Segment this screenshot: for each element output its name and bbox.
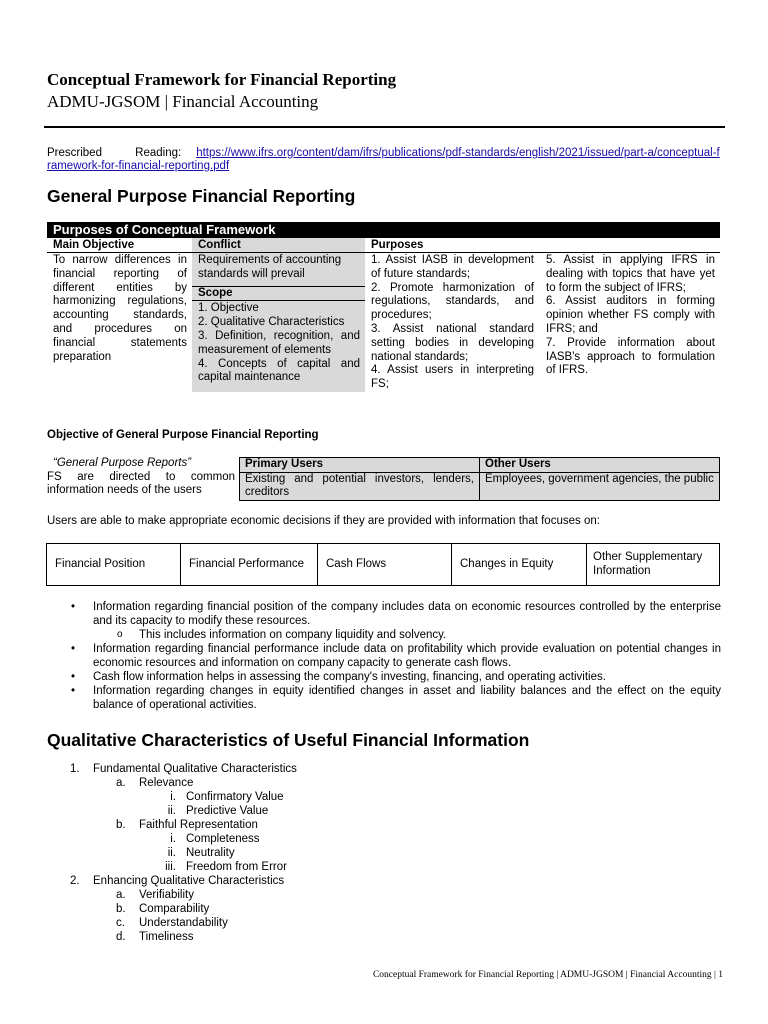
purposes-table [47, 222, 720, 392]
document-subtitle: ADMU-JGSOM | Financial Accounting [47, 92, 319, 111]
header-purposes: Purposes [371, 239, 424, 251]
purpose-item: 7. Provide information about IASB's approach to formulation of IFRS. [546, 336, 715, 377]
purposes-table-title: Purposes of Conceptual Framework [47, 222, 720, 238]
list-item-text: Predictive Value [186, 805, 269, 817]
purpose-item: 6. Assist auditors in forming opinion whether FS comply with IFRS; and [546, 295, 715, 335]
section-title-qualitative: Qualitative Characteristics of Useful Financial Information [47, 730, 530, 750]
bullet-item: • Information regarding financial performance include data on profitability which provide evaluation on potential changes in economic resources and information on company capacity to generate cash flows. [93, 642, 721, 670]
list-item: b. Comparability [116, 903, 210, 915]
focus-other-supplementary: Other Supplementary Information [593, 551, 703, 577]
primary-users-header: Primary Users [239, 457, 480, 473]
focus-cash-flows: Cash Flows [318, 544, 452, 585]
scope-header: Scope [192, 286, 365, 302]
users-description-text: FS are directed to common information needs of the users [47, 470, 235, 496]
header-purposes-cont [539, 238, 720, 252]
purposes-table-body [47, 253, 720, 392]
list-item-text: Verifiability [139, 889, 194, 901]
purpose-item: 2. Promote harmonization of regulations, standards, and procedures; [371, 281, 534, 322]
focus-changes-in-equity: Changes in Equity [452, 544, 587, 585]
list-item: ii. Predictive Value [167, 805, 269, 817]
primary-users-text: Existing and potential investors, lenders, creditors [239, 473, 480, 501]
header-main-objective: Main Objective [53, 239, 135, 251]
reading-label: Prescribed Reading: [47, 147, 182, 159]
list-item: ii. Neutrality [167, 847, 235, 859]
list-item: a. Verifiability [116, 889, 194, 901]
header-divider [44, 126, 725, 128]
list-item: iii. Freedom from Error [165, 861, 287, 873]
list-item-text: Comparability [139, 903, 210, 915]
list-item-text: Fundamental Qualitative Characteristics [93, 763, 297, 775]
focus-financial-position: Financial Position [47, 544, 181, 585]
scope-item: 1. Objective [198, 302, 259, 315]
objective-heading: Objective of General Purpose Financial Reporting [47, 429, 319, 441]
users-note: Users are able to make appropriate economic decisions if they are provided with information that focuses on: [47, 515, 600, 527]
list-item: i. Confirmatory Value [170, 791, 284, 803]
conflict-text: Requirements of accounting standards will prevail [198, 254, 342, 280]
header-conflict: Conflict [192, 238, 365, 252]
section-title-general-purpose: General Purpose Financial Reporting [47, 186, 356, 206]
purpose-item: 3. Assist national standard setting bodies in developing national standards; [371, 322, 534, 363]
users-grid [239, 457, 720, 501]
purpose-item: 1. Assist IASB in development of future standards; [371, 254, 534, 280]
other-users-header: Other Users [480, 457, 720, 473]
conflict-scope-cell [192, 253, 365, 392]
list-item-text: Confirmatory Value [186, 791, 284, 803]
bullet-item: • Information regarding changes in equity identified changes in asset and liability balances and the effect on the equity balance of operational activities. [93, 684, 721, 712]
list-item-text: Timeliness [139, 931, 194, 943]
purposes-left-cell [365, 253, 539, 392]
qualitative-list [70, 762, 297, 944]
reading-link[interactable]: https://www.ifrs.org/content/dam/ifrs/publications/pdf-standards/english/2021/issued/part-a/conceptual-framework-for-financial-reporting.pdf [47, 147, 720, 172]
list-item-text: Relevance [139, 777, 194, 789]
scope-item: 2. Qualitative Characteristics [198, 316, 345, 329]
list-item-text: Faithful Representation [139, 819, 258, 831]
purpose-item: 5. Assist in applying IFRS in dealing with topics that have yet to form the subject of IFRS; [546, 254, 715, 294]
main-objective-text: To narrow differences in financial reporting of different entities by harmonizing regulations, accounting standards, and procedures on financial statements preparation [53, 254, 187, 363]
scope-item: 3. Definition, recognition, and measurement of elements [198, 329, 360, 356]
document-title: Conceptual Framework for Financial Reporting [47, 70, 397, 89]
bullet-item: • Cash flow information helps in assessing the company's investing, financing, and operating activities. [93, 670, 721, 684]
info-bullets [93, 600, 721, 712]
page-footer: Conceptual Framework for Financial Reporting | ADMU-JGSOM | Financial Accounting | 1 [372, 970, 723, 980]
list-item-text: Understandability [139, 917, 228, 929]
list-item-text: Completeness [186, 833, 260, 845]
general-purpose-quote: “General Purpose Reports” [53, 457, 192, 469]
bullet-item: • Information regarding financial position of the company includes data on economic resources controlled by the enterprise and its capacity to modify these resources. [93, 600, 721, 628]
purposes-right-cell [539, 253, 720, 392]
purposes-table-header [47, 238, 720, 253]
list-item: c. Understandability [116, 917, 228, 929]
users-grid-header [239, 457, 720, 473]
list-item: i. Completeness [170, 833, 260, 845]
scope-item: 4. Concepts of capital and capital maintenance [198, 357, 360, 384]
prescribed-reading [47, 147, 723, 173]
list-item: a. Relevance [116, 777, 194, 789]
sub-bullet-item: o This includes information on company liquidity and solvency. [139, 628, 721, 642]
other-users-text: Employees, government agencies, the public [480, 473, 720, 501]
list-item: 2. Enhancing Qualitative Characteristics [70, 875, 285, 887]
list-item-text: Neutrality [186, 847, 235, 859]
users-table-row [47, 457, 720, 501]
focus-financial-performance: Financial Performance [181, 544, 318, 585]
focus-boxes [46, 543, 720, 586]
list-item: b. Faithful Representation [116, 819, 258, 831]
list-item: 1. Fundamental Qualitative Characteristics [70, 763, 297, 775]
users-table [47, 457, 720, 501]
list-item-text: Enhancing Qualitative Characteristics [93, 875, 285, 887]
list-item-text: Freedom from Error [186, 861, 287, 873]
list-item: d. Timeliness [116, 931, 194, 943]
users-grid-body [239, 473, 720, 501]
purpose-item: 4. Assist users in interpreting FS; [371, 364, 534, 391]
users-description [47, 457, 239, 501]
